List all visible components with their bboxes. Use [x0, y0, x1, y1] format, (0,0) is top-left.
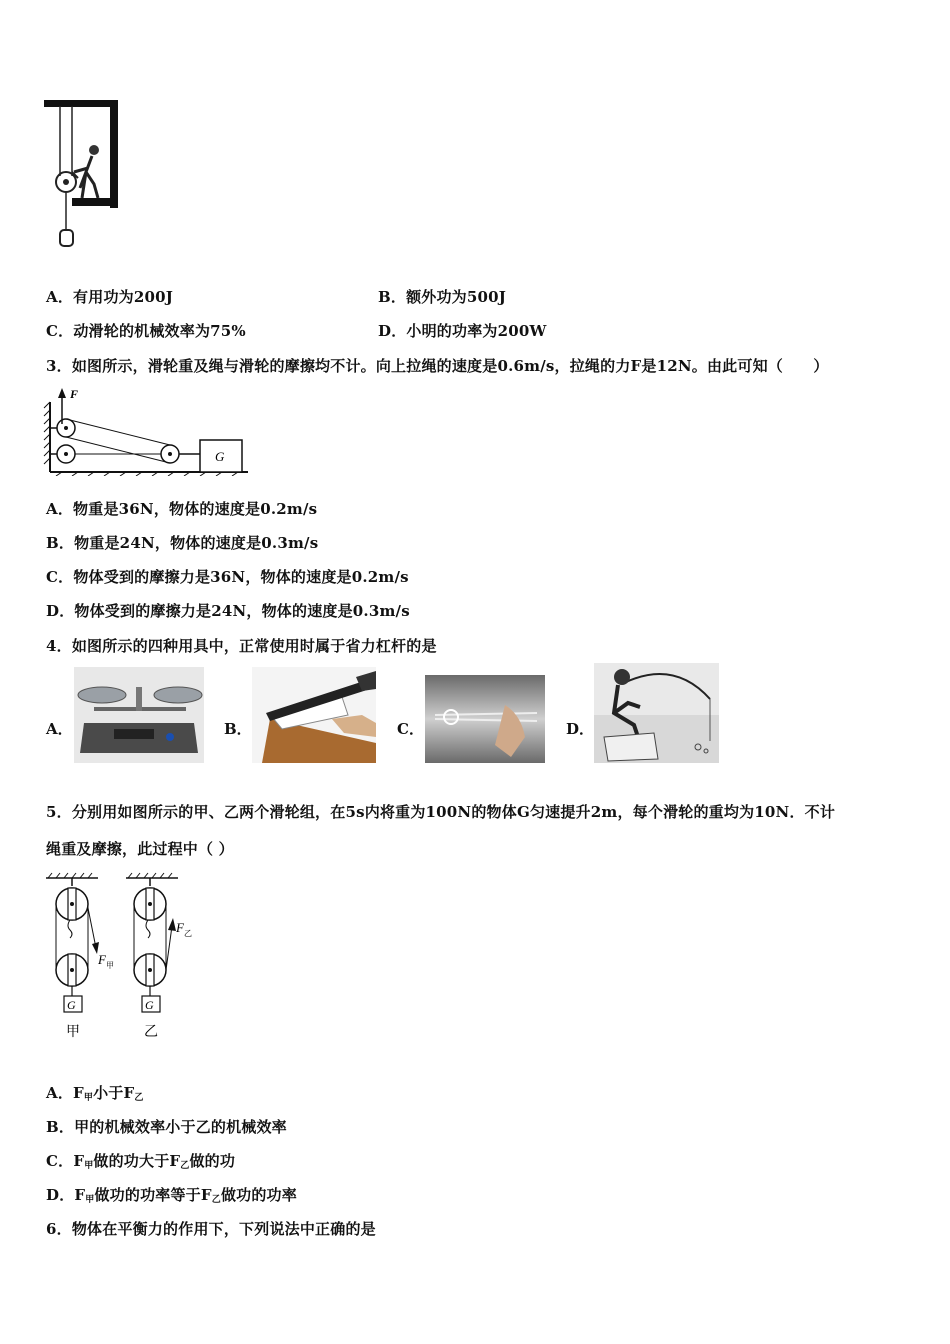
q5-stem-line1: 5．分别用如图所示的甲、乙两个滑轮组，在5s内将重为100N的物体G匀速提升2m，每个滑轮的重均为10N．不计: [46, 803, 836, 821]
q5-right-caption: 乙: [144, 1024, 158, 1040]
q2-option-c[interactable]: C．动滑轮的机械效率为75%: [46, 322, 246, 340]
q3-option-c[interactable]: C．物体受到的摩擦力是36N，物体的速度是0.2m/s: [46, 568, 409, 586]
q5-option-a[interactable]: [46, 1082, 144, 1103]
q5-option-c-s1: 甲: [84, 1161, 94, 1171]
q5-pulley-systems-figure: [42, 870, 212, 1042]
q3-pulley-figure: [42, 384, 252, 476]
q3-option-a[interactable]: A．物重是36N，物体的速度是0.2m/s: [46, 500, 318, 518]
q5-option-d-p2: 做功的功率等于F: [94, 1186, 212, 1204]
q5-option-c[interactable]: [46, 1150, 235, 1171]
q5-left-caption: 甲: [66, 1024, 80, 1040]
q5-left-force-label: F: [98, 952, 106, 967]
q5-option-b[interactable]: B．甲的机械效率小于乙的机械效率: [46, 1118, 287, 1136]
q5-option-c-p1: C．F: [46, 1152, 85, 1170]
q5-option-a-s1: 甲: [83, 1093, 94, 1103]
q4-paper-cutter-image: [252, 667, 376, 763]
q5-left-force-sub: 甲: [106, 961, 114, 970]
q5-option-c-p3: 做的功: [189, 1152, 236, 1170]
q4-balance-scale-image: [74, 667, 204, 763]
q3-stem: 3．如图所示，滑轮重及绳与滑轮的摩擦均不计。向上拉绳的速度是0.6m/s，拉绳的力F是12N。由此可知（ ）: [46, 357, 829, 375]
q5-right-block-label: G: [145, 998, 154, 1012]
q4-label-a[interactable]: A．: [46, 720, 73, 738]
q6-stem: 6．物体在平衡力的作用下，下列说法中正确的是: [46, 1220, 376, 1238]
q3-block-label: G: [215, 449, 225, 464]
q5-option-d-s2: 乙: [211, 1195, 221, 1205]
q5-option-c-p2: 做的功大于F: [93, 1152, 181, 1170]
q3-option-d[interactable]: D．物体受到的摩擦力是24N，物体的速度是0.3m/s: [46, 602, 410, 620]
q5-option-d-p3: 做功的功率: [220, 1186, 297, 1204]
q5-option-a-p1: A．F: [46, 1084, 84, 1102]
q5-option-d-p1: D．F: [46, 1186, 86, 1204]
q4-label-c[interactable]: C．: [397, 720, 424, 738]
q5-option-a-s2: 乙: [134, 1093, 144, 1103]
q5-option-d-s1: 甲: [85, 1195, 95, 1205]
q4-label-d[interactable]: D．: [566, 720, 595, 738]
q3-force-label: F: [70, 387, 79, 401]
q4-tweezers-image: [425, 675, 545, 763]
q5-right-force-sub: 乙: [184, 929, 192, 938]
q5-right-force-label: F: [176, 920, 184, 935]
q4-stem: 4．如图所示的四种用具中，正常使用时属于省力杠杆的是: [46, 637, 437, 655]
q5-left-block-label: G: [67, 998, 76, 1012]
q2-option-a[interactable]: A．有用功为200J: [46, 288, 174, 306]
q3-option-b[interactable]: B．物重是24N，物体的速度是0.3m/s: [46, 534, 319, 552]
q5-option-d[interactable]: [46, 1184, 297, 1205]
q2-pulley-man-figure: [42, 98, 122, 258]
q5-stem-line2: 绳重及摩擦，此过程中（ ）: [46, 840, 234, 858]
q4-label-b[interactable]: B．: [224, 720, 252, 738]
q4-fishing-rod-image: [594, 663, 719, 763]
q2-option-d[interactable]: D．小明的功率为200W: [378, 322, 547, 340]
q5-option-c-s2: 乙: [180, 1161, 190, 1171]
q2-option-b[interactable]: B．额外功为500J: [378, 288, 507, 306]
q5-option-a-p2: 小于F: [93, 1084, 135, 1102]
